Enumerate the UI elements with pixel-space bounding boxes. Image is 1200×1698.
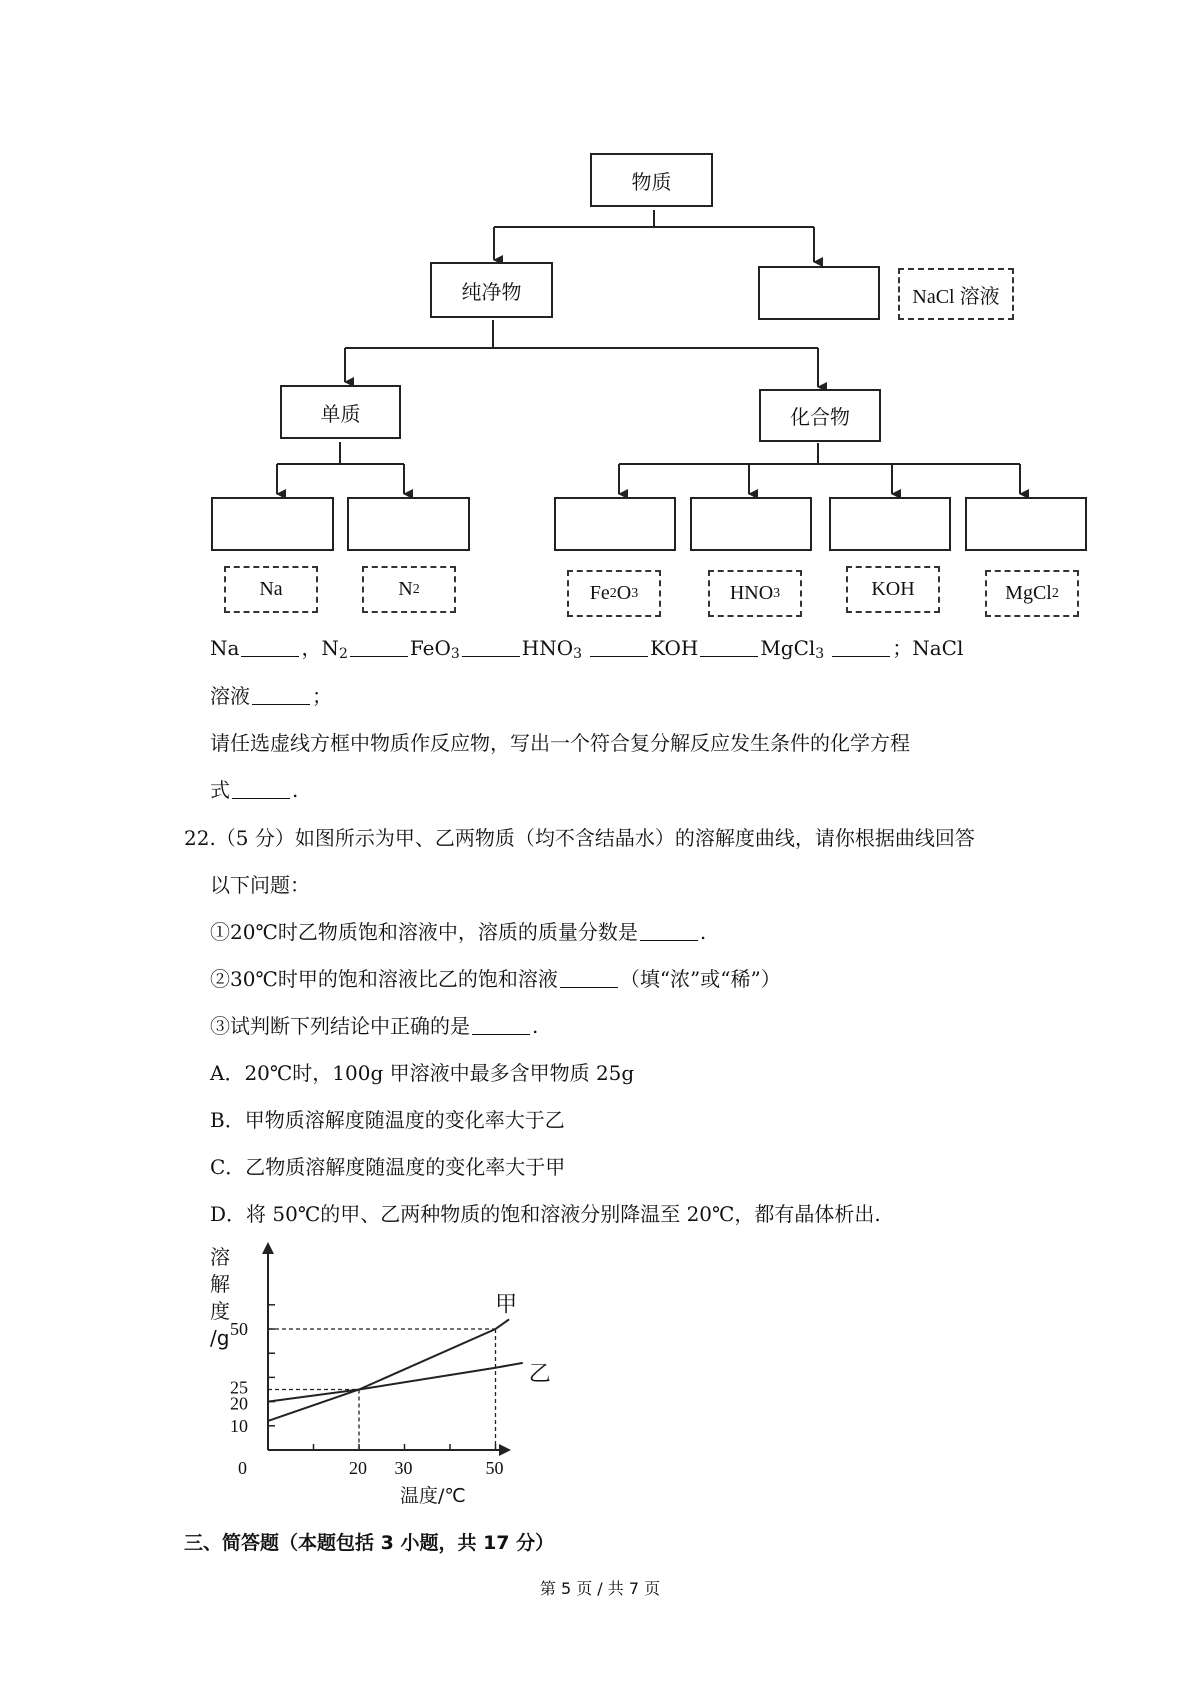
fill-mgcl-sub: 3: [815, 646, 825, 662]
page-footer: 第 5 页 / 共 7 页: [539, 1579, 661, 1598]
y-axis-label-1: 解: [210, 1272, 230, 1296]
blank: [241, 638, 299, 657]
fill-nacl-label: ；NaCl: [892, 636, 964, 660]
x-axis-label: 温度/℃: [400, 1485, 466, 1507]
x-tick-label-20: 20: [349, 1458, 367, 1478]
q22-stem-line2: 以下问题：: [210, 873, 310, 897]
x-tick-label-0: 0: [238, 1458, 247, 1478]
y-tick-label-20: 20: [230, 1393, 248, 1414]
q22-option-d: D．将 50℃的甲、乙两种物质的饱和溶液分别降温至 20℃，都有晶体析出.: [210, 1202, 881, 1226]
example-na-text: Na: [259, 578, 283, 600]
box-substance: 物质: [590, 153, 713, 207]
example-koh: [846, 566, 940, 613]
q21-instruction: 请任选虚线方框中物质作反应物，写出一个符合复分解反应发生条件的化学方程: [210, 731, 910, 755]
example-fe2o3-s2: 3: [631, 585, 639, 601]
fill-na-label: Na: [210, 636, 240, 660]
example-mgcl2: [985, 570, 1079, 617]
q21-instruction-line2: [210, 774, 298, 803]
sub3-text: ③试判断下列结论中正确的是: [210, 1014, 470, 1038]
instruction-end: .: [292, 778, 299, 802]
q22-sub1: [210, 916, 706, 945]
q22-sub2: [210, 963, 781, 992]
example-n2-sub: 2: [412, 581, 420, 597]
series-line-yi: [268, 1363, 523, 1402]
fill-feo-label: FeO: [409, 636, 451, 660]
series-label-yi: 乙: [528, 1361, 551, 1387]
box-compound: 化合物: [759, 389, 881, 442]
example-na: [224, 566, 318, 613]
example-fe2o3-a: Fe: [589, 582, 610, 604]
fill-feo-sub: 3: [450, 646, 460, 662]
box-base-blank: [829, 497, 951, 551]
x-tick-label-50: 50: [485, 1458, 504, 1478]
q22-sub3: [210, 1010, 538, 1039]
blank: [232, 780, 290, 799]
fill-hno-sub: 3: [573, 646, 583, 662]
series-line-jia: [268, 1319, 509, 1421]
blank: [560, 969, 618, 988]
box-oxide-blank: [554, 497, 676, 551]
box-acid-blank: [690, 497, 812, 551]
sub3-end: .: [532, 1014, 539, 1038]
blank: [640, 922, 698, 941]
example-koh-text: KOH: [871, 578, 915, 600]
example-n2: [362, 566, 456, 613]
example-hno3-s: 3: [773, 585, 781, 601]
example-hno3-a: HNO: [729, 582, 774, 604]
box-mixture-blank: [758, 266, 880, 320]
x-tick-label-30: 30: [394, 1458, 413, 1478]
box-nonmetal-blank: [347, 497, 470, 551]
box-metal-blank: [211, 497, 334, 551]
example-n2-text: N: [398, 578, 413, 600]
example-fe2o3: [567, 570, 661, 617]
box-element: 单质: [280, 385, 401, 439]
instruction-line2-text: 式: [210, 778, 230, 802]
q22-stem: 22.（5 分）如图所示为甲、乙两物质（均不含结晶水）的溶解度曲线，请你根据曲线回答: [184, 826, 975, 850]
q22-option-c: C．乙物质溶解度随温度的变化率大于甲: [210, 1155, 566, 1179]
blank: [252, 686, 310, 705]
series-label-jia: 甲: [495, 1292, 518, 1318]
sub1-end: .: [699, 920, 707, 944]
fill-solution-label: 溶液: [210, 684, 250, 708]
fill-n2-sub: 2: [338, 646, 348, 662]
q22-option-b: B．甲物质溶解度随温度的变化率大于乙: [210, 1108, 565, 1132]
y-axis-label-0: 溶: [210, 1245, 230, 1269]
example-hno3: [708, 570, 802, 617]
section-3-heading: 三、简答题（本题包括 3 小题，共 17 分）: [184, 1532, 555, 1554]
y-tick-label-50: 50: [230, 1319, 248, 1339]
y-tick-label-25: 25: [230, 1377, 248, 1398]
sub2-text: ②30℃时甲的饱和溶液比乙的饱和溶液: [210, 967, 558, 991]
blank: [700, 638, 758, 657]
y-axis-label-3: /g: [210, 1326, 230, 1350]
blank: [590, 638, 648, 657]
example-mgcl2-a: MgCl: [1005, 582, 1052, 604]
q21-fill-line-1: [210, 632, 963, 662]
example-fe2o3-b: O: [616, 582, 632, 604]
box-pure-substance: 纯净物: [430, 262, 553, 318]
blank: [350, 638, 408, 657]
example-mgcl2-s: 2: [1051, 585, 1059, 601]
blank: [462, 638, 520, 657]
fill-line2-end: ；: [312, 684, 332, 708]
example-nacl-text: NaCl 溶液: [912, 285, 1000, 308]
blank: [472, 1016, 530, 1035]
fill-n2-label: ，N: [301, 636, 339, 660]
sub1-text: ①20℃时乙物质饱和溶液中，溶质的质量分数是: [210, 920, 638, 944]
fill-hno-label: HNO: [521, 636, 574, 660]
y-axis-label-2: 度: [210, 1299, 230, 1323]
solubility-chart: [200, 1240, 551, 1510]
example-fe2o3-s1: 2: [609, 585, 617, 601]
sub2-end: （填“浓”或“稀”）: [619, 967, 781, 991]
y-tick-label-10: 10: [230, 1415, 248, 1436]
blank: [832, 638, 890, 657]
fill-koh-label: KOH: [650, 636, 699, 660]
fill-mgcl-label: MgCl: [760, 636, 816, 660]
box-salt-blank: [965, 497, 1087, 551]
example-nacl-solution: [898, 268, 1014, 320]
q22-option-a: A．20℃时，100g 甲溶液中最多含甲物质 25g: [210, 1061, 635, 1085]
q21-fill-line-2: [210, 680, 332, 709]
